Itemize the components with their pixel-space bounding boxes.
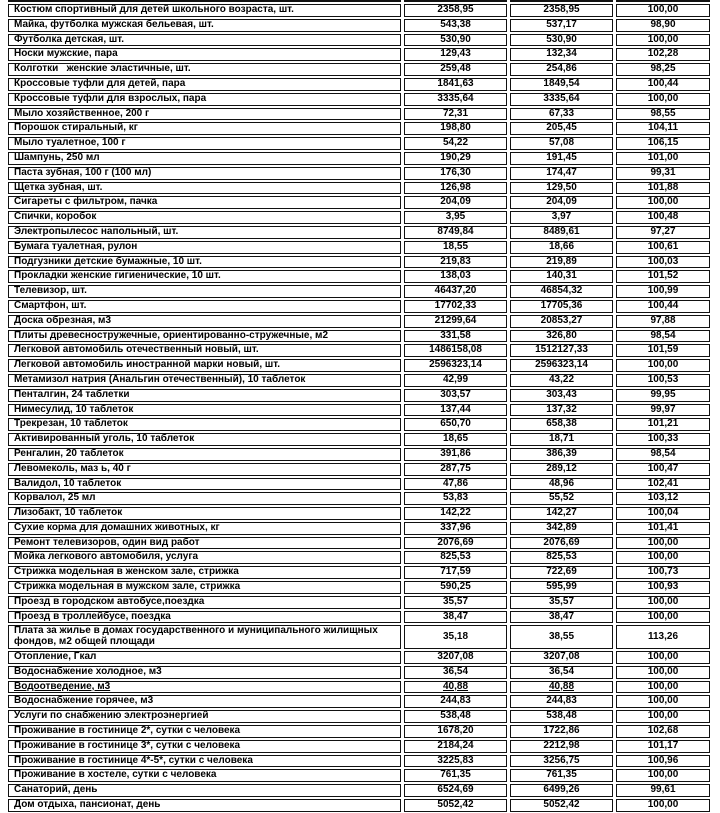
index-cell: 101,59 <box>616 344 710 357</box>
item-name-cell: Водоотведение, м3 <box>8 681 401 694</box>
item-name-cell: Бумага туалетная, рулон <box>8 241 401 254</box>
item-name-cell: Легковой автомобиль иностранной марки новый, шт. <box>8 359 401 372</box>
table-row <box>8 478 710 491</box>
item-name-cell: Плата за жилье в домах государственного и муниципального жилищных фондов, м2 общей площади <box>8 625 401 649</box>
table-row <box>8 507 710 520</box>
price-a-cell: 3335,64 <box>404 93 507 106</box>
price-b-cell: 2358,95 <box>510 4 613 17</box>
price-b-cell: 2212,98 <box>510 740 613 753</box>
item-name-cell: Метамизол натрия (Анальгин отечественный), 10 таблеток <box>8 374 401 387</box>
item-name-cell: Стрижка модельная в мужском зале, стрижка <box>8 581 401 594</box>
index-cell: 100,00 <box>616 710 710 723</box>
item-name-cell: Носки мужские, пара <box>8 48 401 61</box>
item-name-cell: Прокладки женские гигиенические, 10 шт. <box>8 270 401 283</box>
item-name-cell: Щетка зубная, шт. <box>8 182 401 195</box>
table-row <box>8 625 710 649</box>
table-row <box>8 226 710 239</box>
index-cell: 100,73 <box>616 566 710 579</box>
table-row <box>8 285 710 298</box>
item-name-cell: Смартфон, шт. <box>8 300 401 313</box>
table-row <box>8 78 710 91</box>
price-a-cell: 650,70 <box>404 418 507 431</box>
index-cell: 101,41 <box>616 522 710 535</box>
price-a-cell: 3207,08 <box>404 651 507 664</box>
item-name-cell: Активированный уголь, 10 таблеток <box>8 433 401 446</box>
item-name-cell: Подгузники детские бумажные, 10 шт. <box>8 256 401 269</box>
index-cell: 100,00 <box>616 359 710 372</box>
price-a-cell: 138,03 <box>404 270 507 283</box>
item-name-cell: Стрижка модельная в женском зале, стрижка <box>8 566 401 579</box>
index-cell: 100,04 <box>616 507 710 520</box>
item-name-cell: Легковой автомобиль отечественный новый, шт. <box>8 344 401 357</box>
price-b-cell: 43,22 <box>510 374 613 387</box>
index-cell: 98,54 <box>616 448 710 461</box>
index-cell: 100,00 <box>616 93 710 106</box>
price-a-cell: 303,57 <box>404 389 507 402</box>
item-name-cell: Трекрезан, 10 таблеток <box>8 418 401 431</box>
item-name-cell: Телевизор, шт. <box>8 285 401 298</box>
item-name-cell: Электропылесос напольный, шт. <box>8 226 401 239</box>
index-cell: 100,00 <box>616 681 710 694</box>
item-name-cell: Валидол, 10 таблеток <box>8 478 401 491</box>
price-a-cell: 46437,20 <box>404 285 507 298</box>
price-b-cell: 825,53 <box>510 551 613 564</box>
price-b-cell: 254,86 <box>510 63 613 76</box>
item-name-cell: Отопление, Гкал <box>8 651 401 664</box>
price-a-cell: 6524,69 <box>404 784 507 797</box>
table-row <box>8 315 710 328</box>
index-cell: 100,96 <box>616 755 710 768</box>
table-row <box>8 34 710 47</box>
table-body <box>8 0 710 812</box>
table-row <box>8 196 710 209</box>
index-cell: 102,28 <box>616 48 710 61</box>
index-cell: 101,17 <box>616 740 710 753</box>
price-b-cell: 244,83 <box>510 695 613 708</box>
item-name-cell: Костюм спортивный для детей школьного возраста, шт. <box>8 4 401 17</box>
item-name-cell: Лизобакт, 10 таблеток <box>8 507 401 520</box>
index-cell: 97,88 <box>616 315 710 328</box>
table-row <box>8 4 710 17</box>
index-cell: 100,00 <box>616 799 710 812</box>
price-a-cell: 38,47 <box>404 611 507 624</box>
price-table <box>5 0 713 813</box>
index-cell: 99,31 <box>616 167 710 180</box>
table-row <box>8 418 710 431</box>
price-a-cell: 761,35 <box>404 769 507 782</box>
table-row <box>8 566 710 579</box>
index-cell: 101,52 <box>616 270 710 283</box>
price-a-cell: 204,09 <box>404 196 507 209</box>
item-name-cell: Проживание в гостинице 4*-5*, сутки с человека <box>8 755 401 768</box>
table-row <box>8 256 710 269</box>
table-row <box>8 433 710 446</box>
index-cell: 100,61 <box>616 241 710 254</box>
price-b-cell: 219,89 <box>510 256 613 269</box>
price-b-cell: 3,97 <box>510 211 613 224</box>
table-row <box>8 755 710 768</box>
table-row <box>8 651 710 664</box>
price-b-cell: 57,08 <box>510 137 613 150</box>
item-name-cell: Доска обрезная, м3 <box>8 315 401 328</box>
index-cell: 98,25 <box>616 63 710 76</box>
index-cell: 100,00 <box>616 537 710 550</box>
price-a-cell: 137,44 <box>404 404 507 417</box>
item-name-cell: Мойка легкового автомобиля, услуга <box>8 551 401 564</box>
item-name-cell: Санаторий, день <box>8 784 401 797</box>
price-a-cell: 36,54 <box>404 666 507 679</box>
price-b-cell: 537,17 <box>510 19 613 32</box>
item-name-cell: Проживание в гостинице 3*, сутки с человека <box>8 740 401 753</box>
price-a-cell: 1841,63 <box>404 78 507 91</box>
table-row <box>8 167 710 180</box>
price-a-cell: 42,99 <box>404 374 507 387</box>
price-a-cell: 190,29 <box>404 152 507 165</box>
item-name-cell: Колготки женские эластичные, шт. <box>8 63 401 76</box>
price-a-cell: 3225,83 <box>404 755 507 768</box>
table-row <box>8 19 710 32</box>
price-b-cell: 18,66 <box>510 241 613 254</box>
index-cell: 98,55 <box>616 108 710 121</box>
cropped-cell <box>616 0 710 2</box>
item-name-cell: Мыло хозяйственное, 200 г <box>8 108 401 121</box>
price-a-cell: 17702,33 <box>404 300 507 313</box>
price-a-cell: 331,58 <box>404 330 507 343</box>
table-row <box>8 710 710 723</box>
price-b-cell: 17705,36 <box>510 300 613 313</box>
table-row <box>8 389 710 402</box>
index-cell: 99,61 <box>616 784 710 797</box>
price-b-cell: 2596323,14 <box>510 359 613 372</box>
item-name-cell: Проживание в гостинице 2*, сутки с человека <box>8 725 401 738</box>
table-row <box>8 769 710 782</box>
price-b-cell: 38,55 <box>510 625 613 649</box>
table-row <box>8 581 710 594</box>
table-row <box>8 551 710 564</box>
price-a-cell: 47,86 <box>404 478 507 491</box>
table-row <box>8 740 710 753</box>
table-row <box>8 137 710 150</box>
price-b-cell: 137,32 <box>510 404 613 417</box>
item-name-cell: Мыло туалетное, 100 г <box>8 137 401 150</box>
price-b-cell: 46854,32 <box>510 285 613 298</box>
table-row <box>8 666 710 679</box>
table-row <box>8 725 710 738</box>
table-row <box>8 330 710 343</box>
price-a-cell: 2596323,14 <box>404 359 507 372</box>
index-cell: 100,48 <box>616 211 710 224</box>
table-row <box>8 404 710 417</box>
price-a-cell: 391,86 <box>404 448 507 461</box>
index-cell: 100,00 <box>616 651 710 664</box>
index-cell: 98,54 <box>616 330 710 343</box>
price-a-cell: 543,38 <box>404 19 507 32</box>
item-name-cell: Шампунь, 250 мл <box>8 152 401 165</box>
price-a-cell: 126,98 <box>404 182 507 195</box>
cropped-top-row <box>8 0 710 2</box>
index-cell: 100,47 <box>616 463 710 476</box>
price-b-cell: 55,52 <box>510 492 613 505</box>
table-row <box>8 48 710 61</box>
price-b-cell: 204,09 <box>510 196 613 209</box>
price-a-cell: 18,55 <box>404 241 507 254</box>
price-b-cell: 142,27 <box>510 507 613 520</box>
price-a-cell: 3,95 <box>404 211 507 224</box>
table-row <box>8 122 710 135</box>
cropped-cell <box>510 0 613 2</box>
index-cell: 100,93 <box>616 581 710 594</box>
price-a-cell: 1678,20 <box>404 725 507 738</box>
index-cell: 103,12 <box>616 492 710 505</box>
table-row <box>8 448 710 461</box>
item-name-cell: Проезд в городском автобусе,поездка <box>8 596 401 609</box>
item-name-cell: Водоснабжение холодное, м3 <box>8 666 401 679</box>
index-cell: 100,00 <box>616 34 710 47</box>
index-cell: 113,26 <box>616 625 710 649</box>
table-row <box>8 152 710 165</box>
price-b-cell: 530,90 <box>510 34 613 47</box>
price-a-cell: 2184,24 <box>404 740 507 753</box>
index-cell: 101,00 <box>616 152 710 165</box>
price-a-cell: 35,18 <box>404 625 507 649</box>
price-b-cell: 36,54 <box>510 666 613 679</box>
table-row <box>8 374 710 387</box>
price-b-cell: 6499,26 <box>510 784 613 797</box>
price-b-cell: 48,96 <box>510 478 613 491</box>
table-row <box>8 522 710 535</box>
price-b-cell: 1512127,33 <box>510 344 613 357</box>
price-b-cell: 1722,86 <box>510 725 613 738</box>
index-cell: 104,11 <box>616 122 710 135</box>
price-a-cell: 2358,95 <box>404 4 507 17</box>
price-b-cell: 3335,64 <box>510 93 613 106</box>
index-cell: 101,21 <box>616 418 710 431</box>
price-b-cell: 3207,08 <box>510 651 613 664</box>
index-cell: 100,99 <box>616 285 710 298</box>
price-a-cell: 825,53 <box>404 551 507 564</box>
price-a-cell: 35,57 <box>404 596 507 609</box>
cropped-cell <box>404 0 507 2</box>
price-b-cell: 658,38 <box>510 418 613 431</box>
table-row <box>8 93 710 106</box>
price-b-cell: 20853,27 <box>510 315 613 328</box>
table-row <box>8 799 710 812</box>
price-b-cell: 386,39 <box>510 448 613 461</box>
table-row <box>8 270 710 283</box>
price-a-cell: 176,30 <box>404 167 507 180</box>
price-b-cell: 18,71 <box>510 433 613 446</box>
index-cell: 97,27 <box>616 226 710 239</box>
item-name-cell: Кроссовые туфли для взрослых, пара <box>8 93 401 106</box>
price-a-cell: 717,59 <box>404 566 507 579</box>
item-name-cell: Сигареты с фильтром, пачка <box>8 196 401 209</box>
price-b-cell: 8489,61 <box>510 226 613 239</box>
price-b-cell: 132,34 <box>510 48 613 61</box>
index-cell: 102,68 <box>616 725 710 738</box>
price-b-cell: 289,12 <box>510 463 613 476</box>
index-cell: 100,00 <box>616 769 710 782</box>
item-name-cell: Проживание в хостеле, сутки с человека <box>8 769 401 782</box>
table-row <box>8 537 710 550</box>
item-name-cell: Услуги по снабжению электроэнергией <box>8 710 401 723</box>
index-cell: 100,44 <box>616 78 710 91</box>
index-cell: 102,41 <box>616 478 710 491</box>
price-a-cell: 198,80 <box>404 122 507 135</box>
table-row <box>8 108 710 121</box>
item-name-cell: Сухие корма для домашних животных, кг <box>8 522 401 535</box>
price-b-cell: 3256,75 <box>510 755 613 768</box>
price-b-cell: 129,50 <box>510 182 613 195</box>
item-name-cell: Дом отдыха, пансионат, день <box>8 799 401 812</box>
table-row <box>8 463 710 476</box>
price-a-cell: 53,83 <box>404 492 507 505</box>
table-row <box>8 695 710 708</box>
index-cell: 99,97 <box>616 404 710 417</box>
index-cell: 100,00 <box>616 4 710 17</box>
cropped-cell <box>8 0 401 2</box>
price-b-cell: 2076,69 <box>510 537 613 550</box>
table-row <box>8 211 710 224</box>
index-cell: 100,00 <box>616 695 710 708</box>
index-cell: 106,15 <box>616 137 710 150</box>
item-name-cell: Пенталгин, 24 таблетки <box>8 389 401 402</box>
item-name-cell: Паста зубная, 100 г (100 мл) <box>8 167 401 180</box>
index-cell: 100,44 <box>616 300 710 313</box>
price-a-cell: 5052,42 <box>404 799 507 812</box>
index-cell: 100,00 <box>616 596 710 609</box>
price-a-cell: 142,22 <box>404 507 507 520</box>
index-cell: 100,00 <box>616 666 710 679</box>
item-name-cell: Левомеколь, маз ь, 40 г <box>8 463 401 476</box>
price-b-cell: 174,47 <box>510 167 613 180</box>
price-b-cell: 191,45 <box>510 152 613 165</box>
price-a-cell: 21299,64 <box>404 315 507 328</box>
price-b-cell: 722,69 <box>510 566 613 579</box>
price-b-cell: 205,45 <box>510 122 613 135</box>
price-b-cell: 538,48 <box>510 710 613 723</box>
item-name-cell: Нимесулид, 10 таблеток <box>8 404 401 417</box>
price-b-cell: 761,35 <box>510 769 613 782</box>
table-row <box>8 300 710 313</box>
price-b-cell: 67,33 <box>510 108 613 121</box>
price-a-cell: 40,88 <box>404 681 507 694</box>
item-name-cell: Корвалол, 25 мл <box>8 492 401 505</box>
index-cell: 100,00 <box>616 551 710 564</box>
table-row <box>8 492 710 505</box>
table-row <box>8 344 710 357</box>
price-a-cell: 2076,69 <box>404 537 507 550</box>
table-row <box>8 784 710 797</box>
price-b-cell: 40,88 <box>510 681 613 694</box>
price-a-cell: 54,22 <box>404 137 507 150</box>
item-name-cell: Футболка детская, шт. <box>8 34 401 47</box>
item-name-cell: Водоснабжение горячее, м3 <box>8 695 401 708</box>
index-cell: 100,33 <box>616 433 710 446</box>
price-b-cell: 1849,54 <box>510 78 613 91</box>
item-name-cell: Кроссовые туфли для детей, пара <box>8 78 401 91</box>
price-a-cell: 1486158,08 <box>404 344 507 357</box>
price-b-cell: 342,89 <box>510 522 613 535</box>
price-a-cell: 129,43 <box>404 48 507 61</box>
table-row <box>8 596 710 609</box>
item-name-cell: Ремонт телевизоров, один вид работ <box>8 537 401 550</box>
table-row <box>8 182 710 195</box>
price-b-cell: 595,99 <box>510 581 613 594</box>
price-a-cell: 538,48 <box>404 710 507 723</box>
price-b-cell: 38,47 <box>510 611 613 624</box>
price-b-cell: 326,80 <box>510 330 613 343</box>
price-a-cell: 287,75 <box>404 463 507 476</box>
item-name-cell: Майка, футболка мужская бельевая, шт. <box>8 19 401 32</box>
table-row <box>8 611 710 624</box>
item-name-cell: Спички, коробок <box>8 211 401 224</box>
price-b-cell: 5052,42 <box>510 799 613 812</box>
item-name-cell: Плиты древесностружечные, ориентированно-стружечные, м2 <box>8 330 401 343</box>
price-a-cell: 219,83 <box>404 256 507 269</box>
price-b-cell: 140,31 <box>510 270 613 283</box>
item-name-cell: Порошок стиральный, кг <box>8 122 401 135</box>
table-row <box>8 241 710 254</box>
index-cell: 100,53 <box>616 374 710 387</box>
table-row <box>8 681 710 694</box>
price-a-cell: 337,96 <box>404 522 507 535</box>
price-a-cell: 244,83 <box>404 695 507 708</box>
table-row <box>8 359 710 372</box>
price-a-cell: 590,25 <box>404 581 507 594</box>
price-a-cell: 8749,84 <box>404 226 507 239</box>
item-name-cell: Проезд в троллейбусе, поездка <box>8 611 401 624</box>
index-cell: 100,00 <box>616 196 710 209</box>
price-b-cell: 303,43 <box>510 389 613 402</box>
index-cell: 100,00 <box>616 611 710 624</box>
item-name-cell: Ренгалин, 20 таблеток <box>8 448 401 461</box>
index-cell: 101,88 <box>616 182 710 195</box>
price-a-cell: 72,31 <box>404 108 507 121</box>
index-cell: 98,90 <box>616 19 710 32</box>
table-row <box>8 63 710 76</box>
price-a-cell: 259,48 <box>404 63 507 76</box>
price-b-cell: 35,57 <box>510 596 613 609</box>
price-a-cell: 530,90 <box>404 34 507 47</box>
index-cell: 100,03 <box>616 256 710 269</box>
price-a-cell: 18,65 <box>404 433 507 446</box>
index-cell: 99,95 <box>616 389 710 402</box>
